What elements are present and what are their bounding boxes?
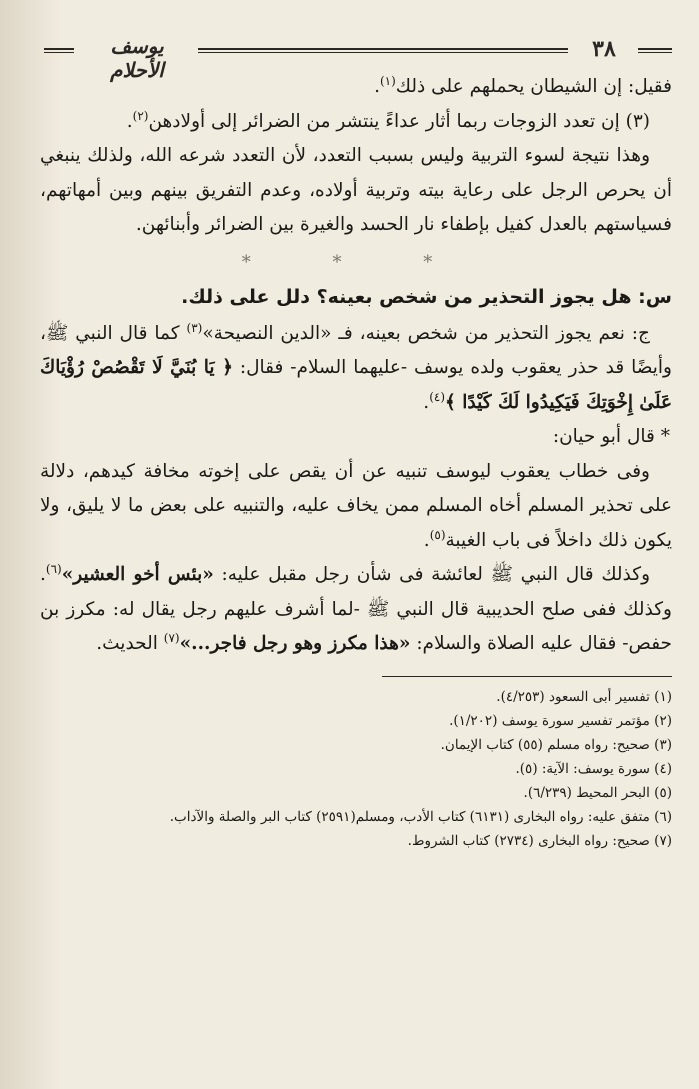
question-heading: س: هل يجوز التحذير من شخص بعينه؟ دلل على ذلك.: [181, 285, 672, 308]
footnote-5: (٥) البحر المحيط (٦/٢٣٩).: [523, 784, 672, 801]
running-header: [40, 30, 672, 82]
running-title: يوسف الأحلام: [110, 34, 164, 82]
footnote-ref-1: (١): [379, 73, 396, 88]
footnote-ref-2: (٢): [132, 108, 149, 123]
answer-text-a: ج: نعم يجوز التحذير من شخص بعينه، فـ «الدين النصيحة»: [202, 322, 650, 344]
header-rule-middle: [198, 48, 568, 53]
hadith-quote-2: «هذا مكرز وهو رجل فاجر...»: [179, 633, 411, 654]
footnote-2: (٢) مؤتمر تفسير سورة يوسف (١/٢٠٢).: [449, 712, 672, 729]
footnote-ref-4: (٤): [429, 389, 446, 404]
abu-hayyan-quote: وفى خطاب يعقوب ليوسف تنبيه عن أن يقص على إخوته مخافة كيدهم، دلالة على تحذير المسلم أخاه المسلم ممن يخاف عليه، والتنبيه على بعض ما لا يليق، ولا يكون ذلك داخلاً فى باب الغيبة$^{(٥)}$.: [40, 460, 672, 551]
section-separator-stars: * * *: [241, 251, 471, 273]
paragraph-last: [40, 558, 672, 662]
footnote-4: (٤) سورة يوسف: الآية: (٥).: [515, 760, 672, 777]
paragraph-1-text: فقيل: إن الشيطان يحملهم على ذلك: [395, 76, 672, 97]
paragraph-2: (٣) إن تعدد الزوجات ربما أثار عداءً ينتشر من الضرائر إلى أولادهن$^{(٢)}$.: [126, 108, 650, 132]
last-text-b: . وكذلك ففى صلح الحديبية قال النبي ﷺ -لما أشرف عليهم رجل يقال له: مكرز بن حفص- فقال عليه الصلاة والسلام:: [40, 564, 672, 654]
footnote-rule: [382, 676, 672, 677]
abu-hayyan-heading: * قال أبو حيان:: [552, 426, 670, 447]
last-text-c: الحديث.: [96, 633, 164, 654]
answer-text-b: كما قال النبي ﷺ، وأيضًا قد حذر يعقوب ولده يوسف -عليهما السلام- فقال:: [40, 322, 672, 378]
book-page: [40, 30, 672, 1070]
footnote-ref-7: (٧): [163, 630, 180, 645]
footnote-ref-5: (٥): [429, 527, 446, 542]
footnotes-list: [40, 685, 672, 853]
footnote-6: (٦) متفق عليه: رواه البخارى (٦١٣١) كتاب الأدب، ومسلم(٢٥٩١) كتاب البر والصلة والآداب.: [169, 808, 672, 825]
footnote-ref-3: (٣): [186, 320, 203, 335]
footnote-7: (٧) صحيح: رواه البخارى (٢٧٣٤) كتاب الشروط.: [407, 832, 672, 849]
paragraph-3: وهذا نتيجة لسوء التربية وليس بسبب التعدد، لأن التعدد شرعه الله، ولذلك ينبغي أن يحرص الرجل على رعاية بيته وتربية أولاده، وعدم التفريق بينهم وبين أمهاتهم، فسياستهم بالعدل كفيل بإطفاء نار الحسد والغيرة بين الضرائر وأبنائهن.: [40, 145, 672, 235]
paragraph-2-text: (٣) إن تعدد الزوجات ربما أثار عداءً ينتشر من الضرائر إلى أولادهن: [148, 110, 650, 132]
header-rule-left: [44, 48, 74, 53]
quran-verse: ﴿ يَا بُنَيَّ لَا تَقْصُصْ رُؤْيَاكَ عَلَىٰ إِخْوَتِكَ فَيَكِيدُوا لَكَ كَيْدًا ﴾: [40, 357, 672, 413]
answer-paragraph: ج: نعم يجوز التحذير من شخص بعينه، فـ «الدين النصيحة»$^{(٣)}$ كما قال النبي ﷺ، وأيضًا قد حذر يعقوب ولده يوسف -عليهما السلام- فقال: ﴿ يَا بُنَيَّ لَا تَقْصُصْ رُؤْيَاكَ عَلَىٰ إِخْوَتِكَ فَيَكِيدُوا لَكَ كَيْدًا ﴾$^{(٤)}$.: [40, 320, 672, 413]
header-rule-right: [638, 48, 672, 53]
footnote-3: (٣) صحيح: رواه مسلم (٥٥) كتاب الإيمان.: [440, 736, 672, 753]
footnote-1: (١) تفسير أبى السعود (٤/٢٥٣).: [496, 688, 672, 705]
last-text-a: وكذلك قال النبي ﷺ لعائشة فى شأن رجل مقبل عليه:: [213, 564, 651, 585]
quote-text: وفى خطاب يعقوب ليوسف تنبيه عن أن يقص على إخوته مخافة كيدهم، دلالة على تحذير المسلم أخاه المسلم ممن يخاف عليه، والتنبيه على بعض ما لا يليق، ولا يكون ذلك داخلاً فى باب الغيبة: [40, 460, 672, 551]
hadith-quote-1: «بئس أخو العشير»: [61, 564, 214, 585]
paragraph-1: فقيل: إن الشيطان يحملهم على ذلك$^{(١)}$.: [374, 73, 672, 97]
footnote-ref-6: (٦): [45, 561, 62, 576]
page-number: ٣٨: [592, 36, 616, 62]
